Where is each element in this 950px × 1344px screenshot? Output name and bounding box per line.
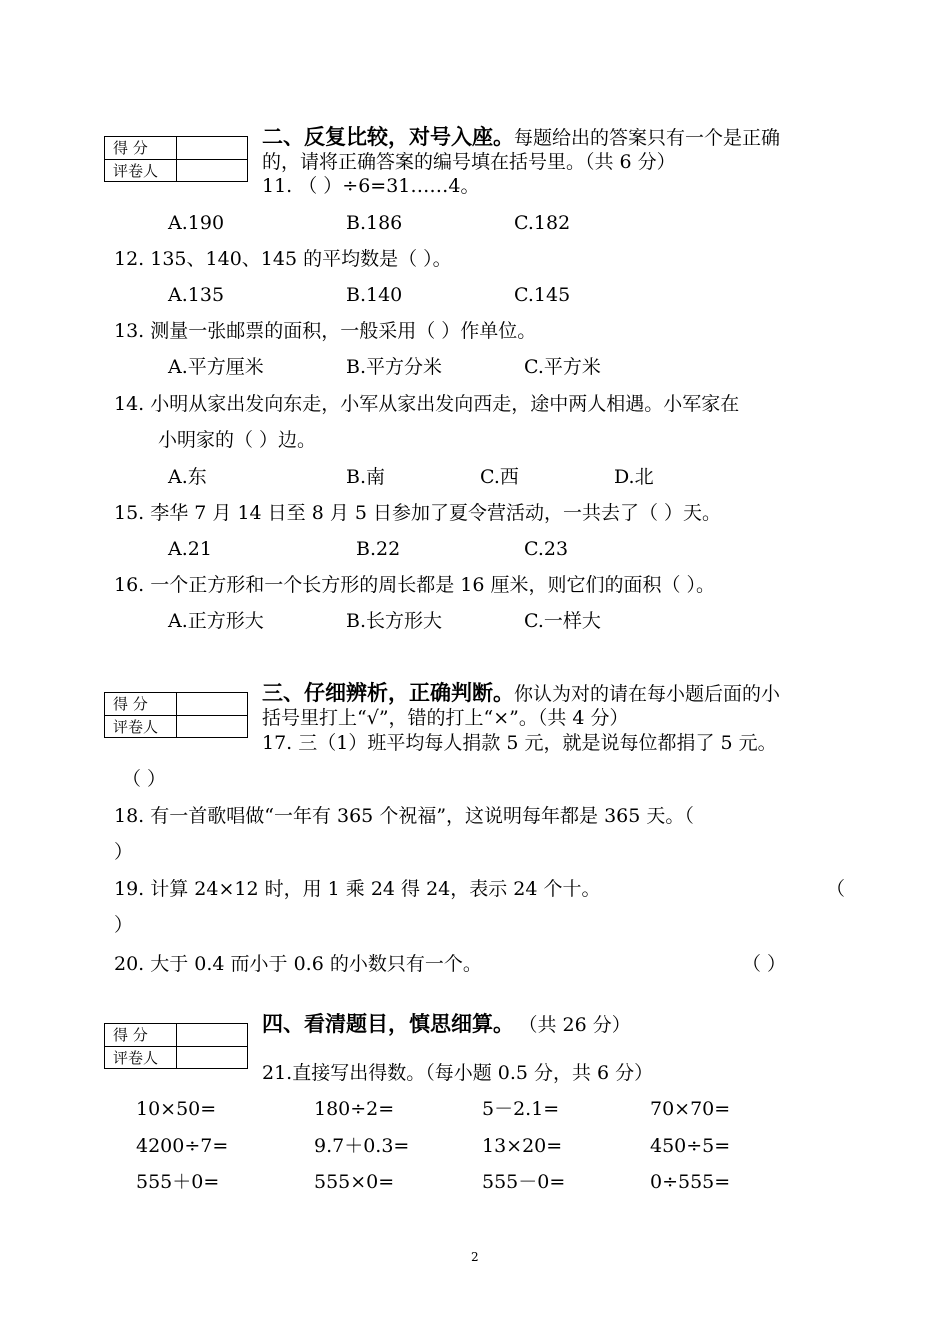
q13-stem: 13. 测量一张邮票的面积，一般采用（ ）作单位。 [114,320,537,342]
calc-item: 9.7＋0.3= [314,1135,410,1157]
section-3-heading: 三、仔细辨析，正确判断。 [262,681,514,705]
section-4-points: （共 26 分） [528,1014,631,1036]
q15-option-c: C.23 [524,538,569,560]
score-label: 得 分 [113,139,148,157]
calc-item: 0÷555= [650,1171,731,1193]
section-4-title-line [262,1012,631,1037]
q14-stem-line-2: 小明家的（ ）边。 [158,429,317,451]
calc-item: 555－0= [482,1171,566,1193]
q18-close-paren: ） [114,841,134,863]
q13-option-b: B.平方分米 [346,356,443,378]
q14-option-d: D.北 [614,466,654,488]
section-2-intro-1: 每题给出的答案只有一个是正确 [514,127,781,149]
q11-option-a: A.190 [168,212,225,234]
q19-open-paren: （ [826,878,846,900]
calc-item: 5－2.1= [482,1098,560,1120]
score-table-divider [176,1024,177,1068]
q19-stem: 19. 计算 24×12 时，用 1 乘 24 得 24，表示 24 个十。 [114,878,601,900]
q17-stem: 17. 三（1）班平均每人捐款 5 元，就是说每位都捐了 5 元。 [262,732,777,754]
score-table-section-2 [104,136,248,182]
calc-item: 450÷5= [650,1135,731,1157]
q14-option-c: C.西 [480,466,519,488]
q16-option-b: B.长方形大 [346,610,443,632]
q20-answer-paren: （ ） [742,953,787,975]
q19-close-paren: ） [114,914,134,936]
q14-option-a: A.东 [168,466,207,488]
calc-item: 180÷2= [314,1098,395,1120]
q16-option-a: A.正方形大 [168,610,264,632]
section-3-intro-1: 你认为对的请在每小题后面的小 [514,683,781,705]
q16-stem: 16. 一个正方形和一个长方形的周长都是 16 厘米，则它们的面积（ ）。 [114,574,716,596]
score-table-divider [176,693,177,737]
section-2-heading: 二、反复比较，对号入座。 [262,125,514,149]
q14-stem-line-1: 14. 小明从家出发向东走，小军从家出发向西走，途中两人相遇。小军家在 [114,393,740,415]
q17-answer-paren: （ ） [122,768,167,790]
section-2-intro-2: 的，请将正确答案的编号填在括号里。（共 6 分） [262,151,676,173]
q13-option-c: C.平方米 [524,356,601,378]
score-table-divider [176,137,177,181]
score-label: 得 分 [113,695,148,713]
page-number: 2 [471,1250,479,1264]
q15-option-b: B.22 [356,538,401,560]
q18-stem: 18. 有一首歌唱做“一年有 365 个祝福”，这说明每年都是 365 天。（ [114,805,694,827]
q11-option-b: B.186 [346,212,403,234]
q15-stem: 15. 李华 7 月 14 日至 8 月 5 日参加了夏令营活动，一共去了（ ）天。 [114,502,722,524]
section-4-heading: 四、看清题目，慎思细算。 [262,1012,514,1036]
calc-item: 4200÷7= [136,1135,229,1157]
q16-option-c: C.一样大 [524,610,601,632]
section-2-title-line [262,125,780,150]
section-3-intro-2: 括号里打上“√”，错的打上“×”。（共 4 分） [262,707,629,729]
calc-item: 555＋0= [136,1171,220,1193]
calc-item: 13×20= [482,1135,563,1157]
calc-item: 555×0= [314,1171,395,1193]
q14-option-b: B.南 [346,466,386,488]
q13-option-a: A.平方厘米 [168,356,264,378]
score-label: 得 分 [113,1026,148,1044]
q15-option-a: A.21 [168,538,212,560]
grader-label: 评卷人 [113,718,159,736]
section-3-title-line [262,681,780,706]
calc-item: 70×70= [650,1098,731,1120]
grader-label: 评卷人 [113,162,159,180]
q20-stem: 20. 大于 0.4 而小于 0.6 的小数只有一个。 [114,953,482,975]
score-table-section-3 [104,692,248,738]
q12-option-a: A.135 [168,284,225,306]
score-table-section-4 [104,1023,248,1069]
q12-stem: 12. 135、140、145 的平均数是（ ）。 [114,248,452,270]
calc-item: 10×50= [136,1098,217,1120]
q12-option-c: C.145 [514,284,571,306]
grader-label: 评卷人 [113,1049,159,1067]
q11-stem: 11. （ ）÷6=31……4。 [262,175,480,197]
q12-option-b: B.140 [346,284,403,306]
q11-option-c: C.182 [514,212,571,234]
q21-title: 21.直接写出得数。（每小题 0.5 分，共 6 分） [262,1062,654,1084]
